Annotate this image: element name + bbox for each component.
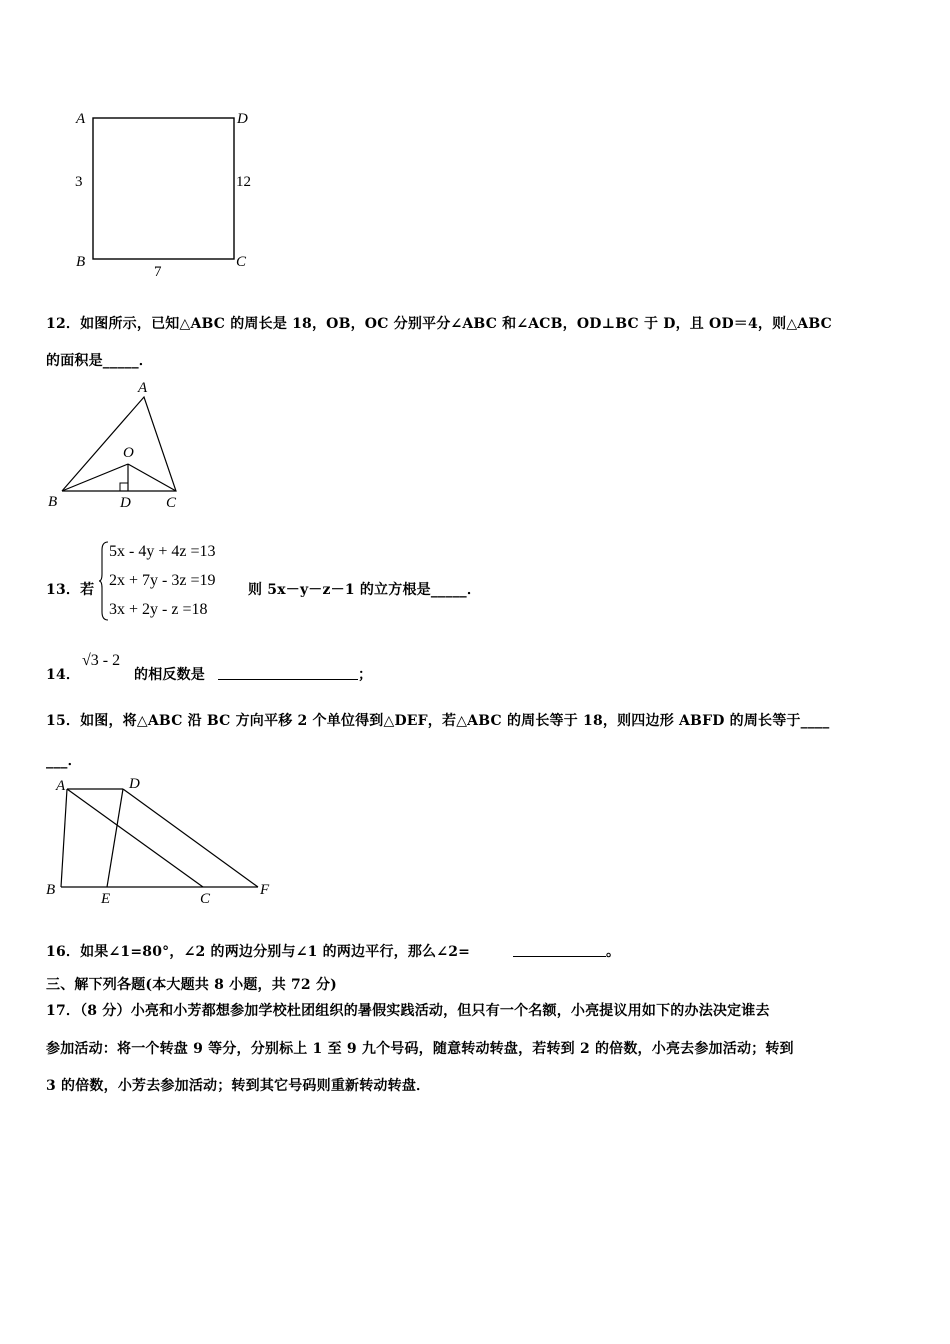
triangle-figure [40, 378, 200, 513]
q12-line2: 的面积是_____． [46, 353, 153, 369]
q13-suffix: 则 5x－y－z－1 的立方根是_____． [248, 582, 482, 598]
equation-1: 5x - 4y + 4z =13 [109, 543, 216, 560]
segment-df [123, 789, 258, 887]
length-dc: 12 [236, 174, 251, 190]
label-a: A [56, 778, 66, 794]
label-c: C [236, 254, 247, 270]
square-abcd [93, 118, 234, 259]
segment-ab [61, 789, 67, 887]
label-e: E [101, 891, 111, 907]
label-d: D [129, 776, 140, 792]
q14-end: ； [358, 667, 373, 683]
equation-2: 2x + 7y - 3z =19 [109, 572, 216, 589]
q12-line1: 12．如图所示，已知△ABC 的周长是 18，OB，OC 分别平分∠ABC 和∠ACB，OD⊥BC 于 D，且 OD＝4，则△ABC [46, 316, 833, 332]
label-a: A [76, 111, 86, 127]
answer-blank [218, 665, 358, 680]
label-b: B [76, 254, 86, 270]
sqrt3-minus-2: √3 - 2 [82, 652, 121, 669]
label-b: B [46, 882, 56, 898]
q13-prefix: 13．若 [46, 582, 95, 598]
section-heading: 三、解下列各题(本大题共 8 小题，共 72 分) [46, 977, 337, 993]
segment-ac [67, 789, 203, 887]
square-figure [70, 105, 270, 285]
q14-prefix: 14． [46, 667, 81, 683]
q16-end: 。 [606, 944, 621, 960]
answer-blank [513, 942, 606, 957]
label-o: O [123, 445, 134, 461]
q16-text: 16．如果∠1=80°，∠2 的两边分别与∠1 的两边平行，那么∠2= [46, 944, 471, 960]
triangle-abc [62, 397, 176, 491]
segment-de [107, 789, 123, 887]
label-c: C [200, 891, 211, 907]
q17-line2: 参加活动：将一个转盘 9 等分，分别标上 1 至 9 九个号码，随意转动转盘，若转到 2 的倍数，小亮去参加活动；转到 [46, 1041, 794, 1057]
translation-figure [40, 772, 280, 907]
q15-line1: 15．如图，将△ABC 沿 BC 方向平移 2 个单位得到△DEF，若△ABC 的周长等于 18，则四边形 ABFD 的周长等于____ [46, 713, 830, 729]
right-angle-mark [120, 483, 128, 491]
label-a: A [138, 380, 148, 396]
length-bc: 7 [154, 264, 162, 280]
length-ab: 3 [75, 174, 83, 190]
label-f: F [260, 882, 270, 898]
label-c: C [166, 495, 177, 511]
segment-bo [62, 464, 128, 491]
q17-line3: 3 的倍数，小芳去参加活动；转到其它号码则重新转动转盘． [46, 1078, 431, 1094]
q15-line2: ___． [46, 753, 82, 769]
q14-suffix: 的相反数是 [134, 667, 205, 683]
equation-3: 3x + 2y - z =18 [109, 601, 208, 618]
label-b: B [48, 494, 58, 510]
label-d: D [237, 111, 248, 127]
q17-line1: 17．（8 分）小亮和小芳都想参加学校杜团组织的暑假实践活动，但只有一个名额，小亮提议用如下的办法决定谁去 [46, 1003, 770, 1019]
label-d: D [120, 495, 131, 511]
